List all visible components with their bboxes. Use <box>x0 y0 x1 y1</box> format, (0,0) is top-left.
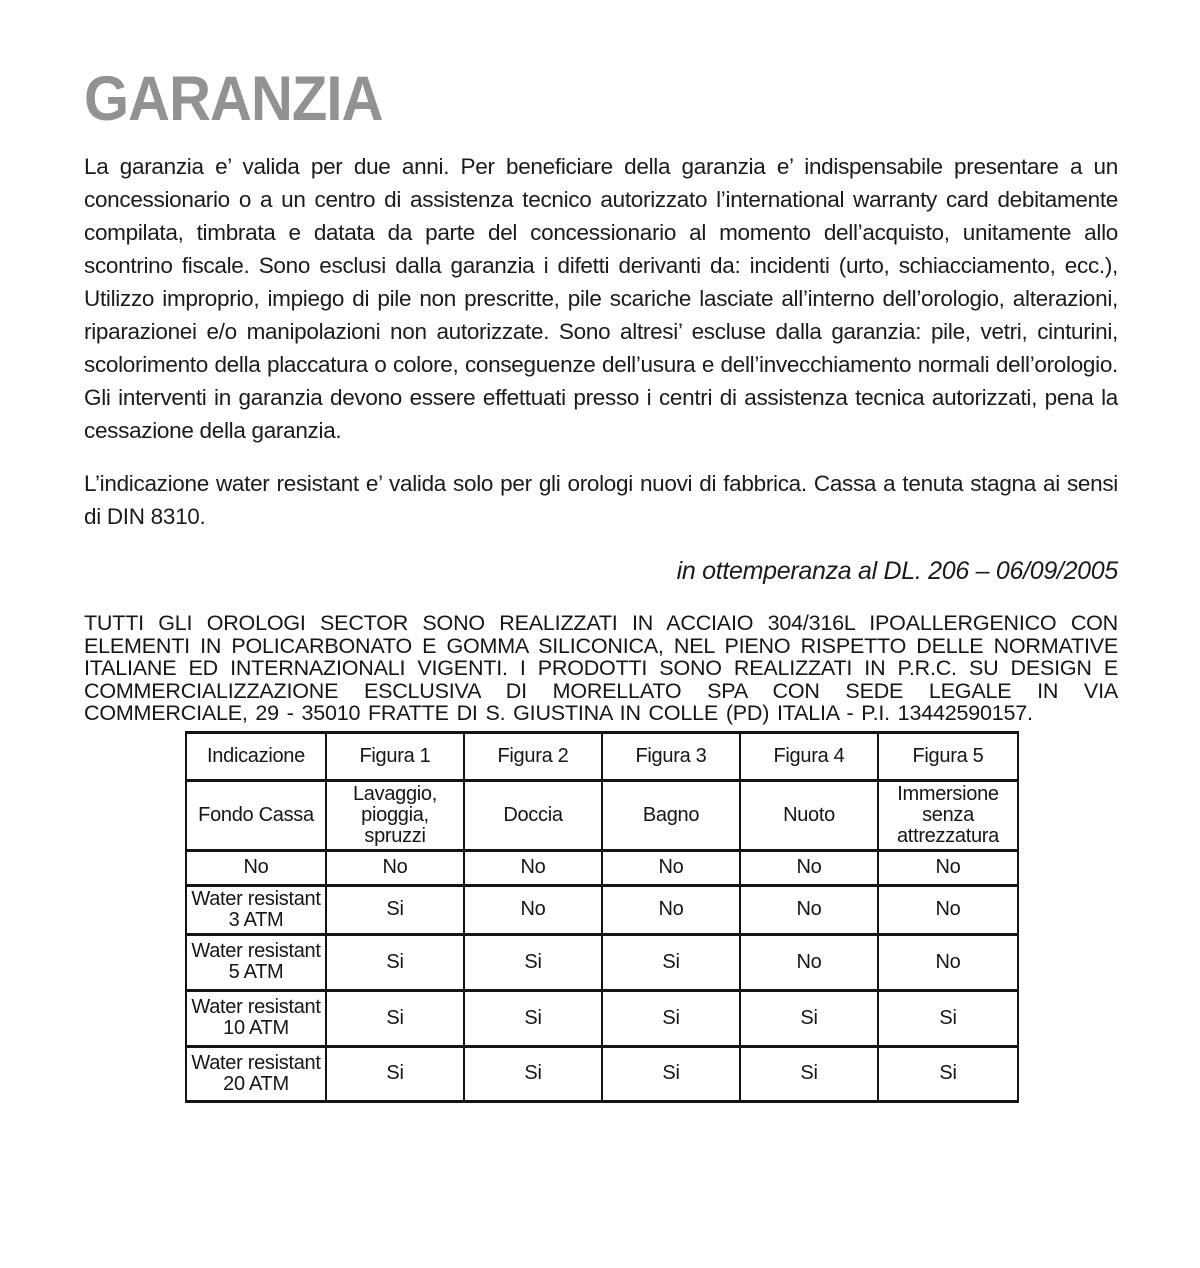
table-cell: Si <box>326 1046 464 1101</box>
table-cell: Si <box>602 934 740 990</box>
table-cell: No <box>878 850 1018 885</box>
table-row <box>186 1046 1018 1101</box>
table-cell: Bagno <box>602 780 740 850</box>
table-cell: Si <box>740 1046 878 1101</box>
table-cell: Si <box>464 934 602 990</box>
table-cell: Si <box>464 1046 602 1101</box>
table-cell: No <box>740 850 878 885</box>
table-header-cell: Figura 3 <box>602 732 740 780</box>
table-cell: No <box>602 885 740 934</box>
table-cell: Water resistant 20 ATM <box>186 1046 326 1101</box>
table-row <box>186 934 1018 990</box>
table-cell: No <box>464 850 602 885</box>
table-cell: Fondo Cassa <box>186 780 326 850</box>
table-cell: Si <box>326 934 464 990</box>
table-cell: Si <box>602 1046 740 1101</box>
table-cell: No <box>740 934 878 990</box>
table-cell: Si <box>602 990 740 1046</box>
water-resistance-table <box>185 731 1019 1103</box>
compliance-line: in ottemperanza al DL. 206 – 06/09/2005 <box>676 557 1118 585</box>
water-resistant-note-paragraph: L’indicazione water resistant e’ valida solo per gli orologi nuovi di fabbrica. Cassa a tenuta stagna ai sensi di DIN 8310. <box>84 471 1118 529</box>
page-title: GARANZIA <box>84 64 383 134</box>
table-row <box>186 990 1018 1046</box>
table-header-cell: Figura 5 <box>878 732 1018 780</box>
warranty-intro-paragraph: La garanzia e’ valida per due anni. Per beneficiare della garanzia e’ indispensabile presentare a un concessionario o a un centro di assistenza tecnico autorizzato l’international warranty card debitamente compilata, timbrata e datata da parte del concessionario al momento dell’acquisto, unitamente allo scontrino fiscale. Sono esclusi dalla garanzia i difetti derivanti da: incidenti (urto, schiacciamento, ecc.), Utilizzo improprio, impiego di pile non prescritte, pile scariche lasciate all’interno dell’orologio, alterazioni, riparazionei e/o manipolazioni non autorizzate. Sono altresi’ escluse dalla garanzia: pile, vetri, cinturini, scolorimento della placcatura o colore, conseguenze dell’usura e dell’invecchiamento normali dell’orologio. Gli interventi in garanzia devono essere effettuati presso i centri di assistenza tecnica autorizzati, pena la cessazione della garanzia. <box>84 154 1118 443</box>
table-header-cell: Figura 4 <box>740 732 878 780</box>
table-cell: Water resistant 5 ATM <box>186 934 326 990</box>
table-cell: Si <box>326 990 464 1046</box>
table-cell: No <box>740 885 878 934</box>
table-header-cell: Figura 2 <box>464 732 602 780</box>
table-cell: No <box>464 885 602 934</box>
table-row <box>186 850 1018 885</box>
table-cell: No <box>878 934 1018 990</box>
table-cell: No <box>326 850 464 885</box>
table-cell: Water resistant 3 ATM <box>186 885 326 934</box>
table-cell: Immersione senza attrezzatura <box>878 780 1018 850</box>
warranty-page <box>0 64 1200 1268</box>
table-row <box>186 780 1018 850</box>
legal-manufacturer-paragraph: TUTTI GLI OROLOGI SECTOR SONO REALIZZATI IN ACCIAIO 304/316L IPOALLERGENICO CON ELEMENTI IN POLICARBONATO E GOMMA SILICONICA, NEL PIENO RISPETTO DELLE NORMATIVE ITALIANE ED INTERNAZIONALI VIGENTI. I PRODOTTI SONO REALIZZATI IN P.R.C. SU DESIGN E COMMERCIALIZZAZIONE ESCLUSIVA DI MORELLATO SPA CON SEDE LEGALE IN VIA COMMERCIALE, 29 - 35010 FRATTE DI S. GIUSTINA IN COLLE (PD) ITALIA - P.I. 13442590157. <box>84 611 1118 725</box>
table-row <box>186 885 1018 934</box>
table-cell: No <box>186 850 326 885</box>
table-header-cell: Indicazione <box>186 732 326 780</box>
table-cell: No <box>602 850 740 885</box>
table-cell: Si <box>740 990 878 1046</box>
table-cell: Si <box>878 1046 1018 1101</box>
table-cell: Lavaggio, pioggia, spruzzi <box>326 780 464 850</box>
table-cell: Nuoto <box>740 780 878 850</box>
table-cell: Water resistant 10 ATM <box>186 990 326 1046</box>
table-header-row <box>186 732 1018 780</box>
table-cell: Doccia <box>464 780 602 850</box>
table-cell: Si <box>326 885 464 934</box>
table-header-cell: Figura 1 <box>326 732 464 780</box>
table-cell: Si <box>878 990 1018 1046</box>
table-cell: No <box>878 885 1018 934</box>
table-cell: Si <box>464 990 602 1046</box>
